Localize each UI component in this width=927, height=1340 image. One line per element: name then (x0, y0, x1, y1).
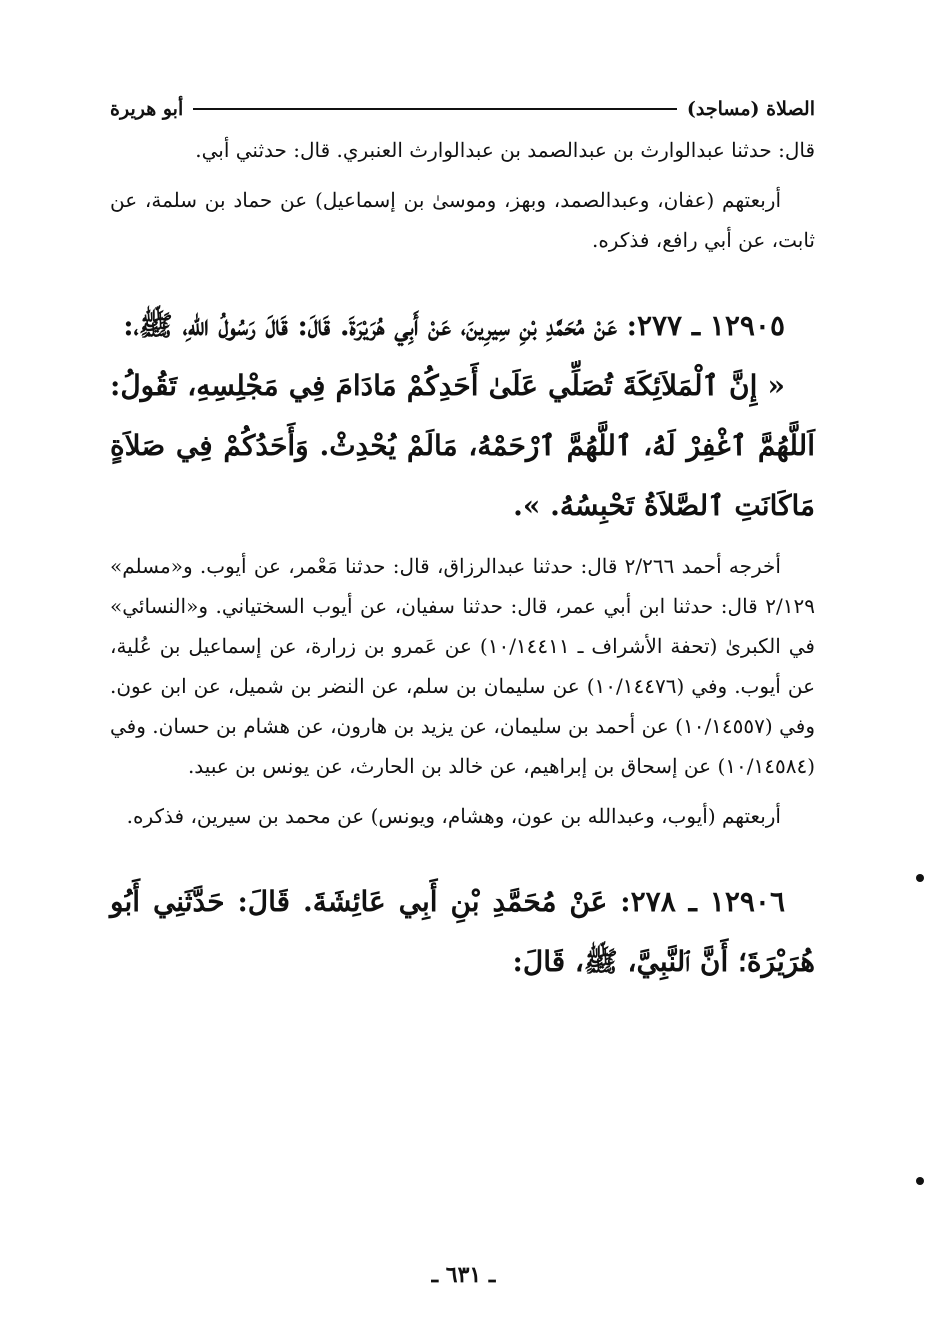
document-page (110, 88, 815, 992)
hadith-text-12905: « إِنَّ ٱلْمَلاَئِكَةَ تُصَلِّي عَلَىٰ أَحَدِكُمْ مَادَامَ فِي مَجْلِسِهِ، تَقُولُ: اَللَّهُمَّ ٱغْفِرْ لَهُ، ٱللَّهُمَّ ٱرْحَمْهُ، مَالَمْ يُحْدِثْ. وَأَحَدُكُمْ فِي صَلاَةٍ مَاكَانَتِ ٱلصَّلاَةُ تَحْبِسُهُ. ». (110, 369, 815, 522)
hadith-heading-12906: ١٢٩٠٦ ـ ٢٧٨: عَنْ مُحَمَّدِ بْنِ أَبِي عَائِشَةَ. قَالَ: حَدَّثَنِي أَبُو هُرَيْرَةَ؛ أَنَّ ٱلنَّبِيَّ، ﷺ، قَالَ: (110, 885, 815, 978)
page-number: ـ ٦٣١ ـ (431, 1262, 496, 1288)
margin-dot-mark (916, 1177, 924, 1185)
hadith-heading-12905: ١٢٩٠٥ ـ ٢٧٧: عَنْ مُحَمَّدِ بْنِ سِيرِينَ، عَنْ أَبِي هُرَيْرَةَ. قَالَ: قَالَ رَسُولُ اللهِ، ﷺ،: (123, 309, 785, 342)
paragraph-four-narrators: أربعتهم (عفان، وعبدالصمد، وبهز، وموسىٰ بن إسماعيل) عن حماد بن سلمة، عن ثابت، عن أبي رافع، فذكره. (110, 188, 815, 252)
margin-dot-mark (916, 874, 924, 882)
paragraph-four-narrators-2: أربعتهم (أيوب، وعبدالله بن عون، وهشام، ويونس) عن محمد بن سيرين، فذكره. (126, 804, 781, 828)
header-narrator: أبو هريرة (110, 98, 184, 120)
paragraph-takhrij: أخرجه أحمد ٢/٢٦٦ قال: حدثنا عبدالرزاق، قال: حدثنا مَعْمر، عن أيوب. و«مسلم» ٢/١٢٩ قال: حدثنا ابن أبي عمر، قال: حدثنا سفيان، عن أيوب السختياني. و«النسائي» في الكبرىٰ (تحفة الأشراف ـ ١٠/١٤٤١١) عن عَمرو بن زرارة، عن إسماعيل بن عُلية، عن أيوب. وفي (١٠/١٤٤٧٦) عن سليمان بن سلم، عن النضر بن شميل، عن ابن عون. وفي (١٠/١٤٥٥٧) عن أحمد بن سليمان، عن يزيد بن هارون، عن هشام بن حسان. وفي (١٠/١٤٥٨٤) عن إسحاق بن إبراهيم، عن خالد بن الحارث، عن يونس بن عبيد. (110, 554, 816, 778)
header-section-title: الصلاة (مساجد) (686, 98, 815, 120)
running-header (110, 88, 815, 130)
header-rule (193, 108, 677, 110)
paragraph-isnad-continuation: قال: حدثنا عبدالوارث بن عبدالصمد بن عبدالوارث العنبري. قال: حدثني أبي. (195, 138, 815, 162)
